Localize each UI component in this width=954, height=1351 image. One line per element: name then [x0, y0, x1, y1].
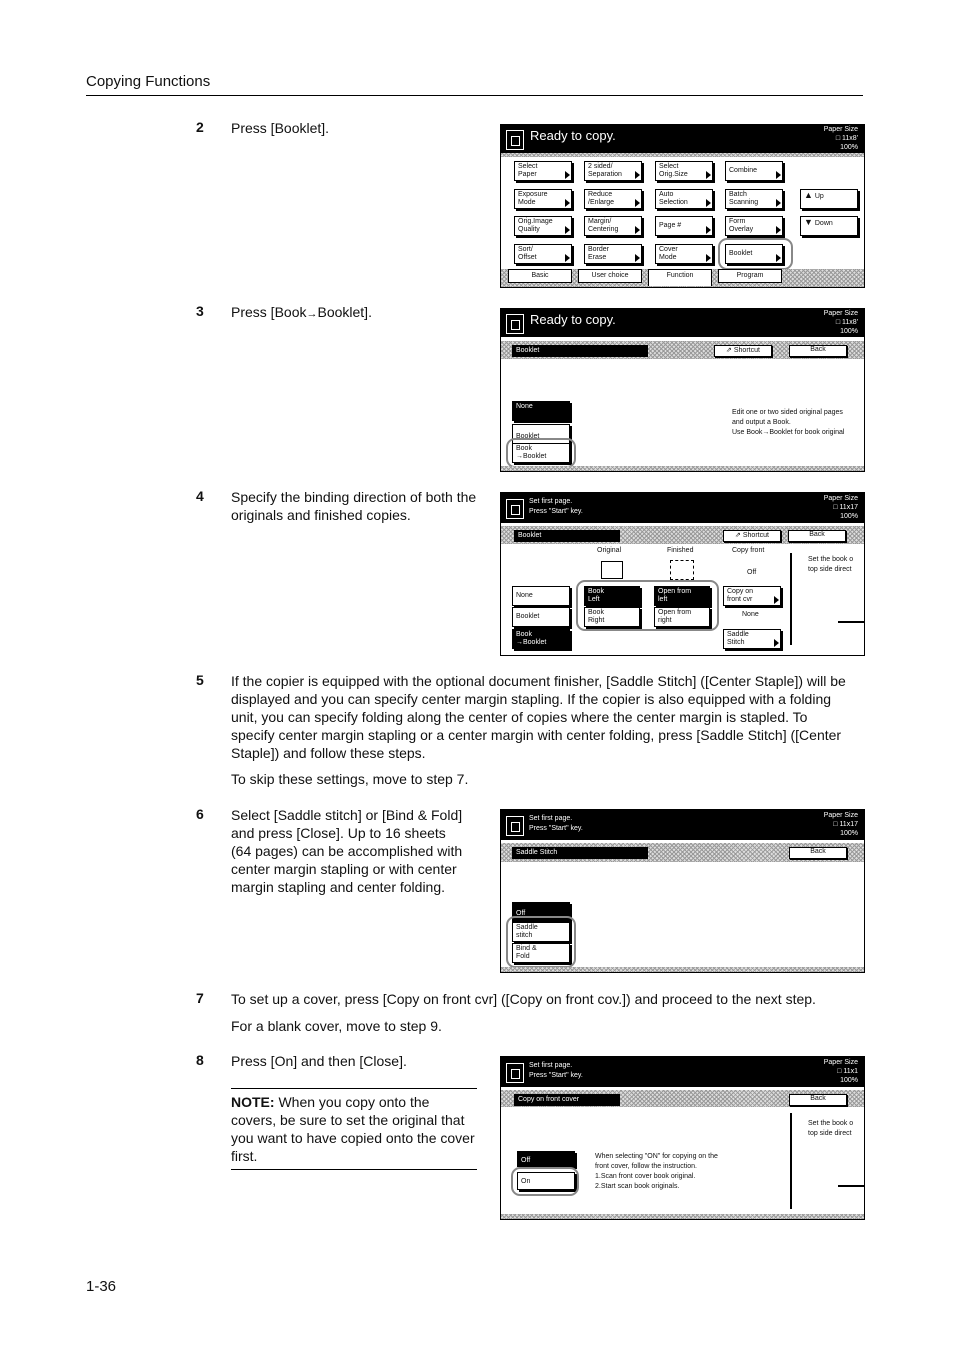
screen-bar-title: Booklet [512, 345, 648, 357]
step-number: 8 [196, 1052, 204, 1068]
back-button[interactable]: Back [789, 345, 847, 357]
cover-instruction: When selecting "ON" for copying on the front cover, follow the instruction. 1.Scan front cover book original. 2.Start scan book originals. [595, 1153, 718, 1190]
off-button[interactable]: Off [517, 1151, 575, 1167]
zoom-value: 100% [840, 1077, 858, 1084]
step-number: 6 [196, 806, 204, 822]
status-title: Ready to copy. [530, 128, 616, 143]
function-button[interactable]: Exposure Mode [514, 189, 572, 209]
original-icon [601, 561, 623, 579]
back-button[interactable]: Back [789, 1094, 847, 1106]
function-button[interactable]: Orig.Image Quality [514, 216, 572, 236]
column-original: Original [597, 547, 622, 554]
function-button[interactable]: Sort/ Offset [514, 244, 572, 264]
document-icon [506, 314, 524, 334]
function-button[interactable]: Select Paper [514, 161, 572, 181]
function-button[interactable]: 2 sided/ Separation [584, 161, 642, 181]
paper-size-label: Paper Size [823, 495, 858, 502]
status-message: Set first page. Press "Start" key. [529, 1062, 583, 1079]
instruction-text: Set the book o top side direct [808, 1120, 854, 1137]
highlight-ring [718, 238, 793, 270]
tab-function[interactable]: Function [648, 269, 712, 286]
function-button[interactable]: Border Erase [584, 244, 642, 264]
function-button[interactable]: Form Overlay [725, 216, 783, 236]
screen-saddle-stitch [500, 809, 865, 973]
function-button[interactable]: Combine [725, 161, 783, 181]
step-number: 7 [196, 990, 204, 1006]
zoom-value: 100% [840, 328, 858, 335]
copy-on-front-value: None [742, 611, 759, 618]
back-button[interactable]: Back [789, 847, 847, 859]
note-bottom-rule [231, 1169, 477, 1170]
tab-program[interactable]: Program [718, 269, 782, 283]
step-text: Press [On] and then [Close]. [231, 1053, 407, 1069]
step-subtext: For a blank cover, move to step 9. [231, 1018, 442, 1034]
booklet-button[interactable]: Booklet [512, 424, 570, 444]
on-button[interactable]: On [517, 1172, 575, 1190]
document-icon [506, 1063, 524, 1083]
function-button[interactable]: Cover Mode [655, 244, 713, 264]
paper-size-value: □ 11x8' [835, 319, 858, 326]
screen-binding [500, 492, 865, 656]
highlight-ring [506, 916, 576, 968]
status-title: Ready to copy. [530, 312, 616, 327]
function-button[interactable]: Batch Scanning [725, 189, 783, 209]
step-number: 2 [196, 119, 204, 135]
page-number: 1-36 [86, 1278, 117, 1295]
open-from-right-button[interactable]: Open from right [654, 607, 710, 627]
function-button[interactable]: Reduce /Enlarge [584, 189, 642, 209]
copy-front-value: Off [747, 569, 757, 576]
status-message: Set first page. Press "Start" key. [529, 498, 583, 515]
step-number: 3 [196, 303, 204, 319]
step-text: Specify the binding direction of both the originals and finished copies. [231, 489, 477, 523]
step-text: Select [Saddle stitch] or [Bind & Fold] and press [Close]. Up to 16 sheets (64 pages) can be accomplished with center margin stapling or with center margin stapling and center folding. [231, 807, 463, 895]
off-button[interactable]: Off [512, 902, 570, 922]
note-box: NOTE: When you copy onto the covers, be sure to set the original that you want to have copied onto the cover first. [231, 1094, 475, 1164]
highlight-ring [511, 1167, 579, 1196]
saddle-stitch-button[interactable]: Saddle Stitch [723, 629, 781, 649]
section-title: Copying Functions [86, 73, 211, 90]
screen-booklet [500, 308, 865, 472]
paper-size-value: □ 11x8' [835, 135, 858, 142]
shortcut-button[interactable]: ⇗ Shortcut [714, 345, 772, 357]
step-text: Press [Book→Booklet]. [231, 304, 372, 320]
book-booklet-button[interactable]: Book →Booklet [512, 443, 570, 463]
highlight-ring [506, 438, 576, 468]
booklet-button[interactable]: Booklet [512, 607, 570, 627]
status-message: Set first page. Press "Start" key. [529, 815, 583, 832]
step-number: 4 [196, 488, 204, 504]
step-text: If the copier is equipped with the optional document finisher, [Saddle Stitch] ([Center Staple]) will be displayed and you can specify center margin stapling. If the copier is also equipped with a folding unit, you can specify folding along the center of copies where the center margin is stapled. To specify center margin stapling or a center margin with center folding, press [Saddle Stitch] ([Center Staple]) and follow these steps. [231, 673, 846, 761]
paper-size-value: □ 11x17 [833, 821, 858, 828]
screen-bar-title: Copy on front cover [514, 1094, 620, 1106]
step-subtext: To skip these settings, move to step 7. [231, 771, 469, 787]
paper-size-label: Paper Size [823, 1059, 858, 1066]
back-button[interactable]: Back [788, 530, 846, 542]
screen-basic [500, 124, 865, 288]
column-copy-front: Copy front [732, 547, 765, 554]
paper-size-label: Paper Size [823, 310, 858, 317]
note-top-rule [231, 1088, 477, 1089]
copy-on-front-button[interactable]: Copy on front cvr [723, 586, 781, 606]
zoom-value: 100% [840, 830, 858, 837]
instruction-text: Set the book o top side direct [808, 556, 854, 573]
tab-basic[interactable]: Basic [508, 269, 572, 283]
paper-size-value: □ 11x1 [837, 1068, 858, 1075]
down-button[interactable]: ▼ Down [800, 216, 858, 236]
function-button[interactable]: Margin/ Centering [584, 216, 642, 236]
step-text: To set up a cover, press [Copy on front cvr] ([Copy on front cov.]) and proceed to the next step. [231, 991, 816, 1007]
document-icon [506, 130, 524, 150]
zoom-value: 100% [840, 513, 858, 520]
step-text: Press [Booklet]. [231, 120, 330, 136]
screen-bar-title: Booklet [514, 530, 620, 542]
bind-fold-option[interactable]: Bind & Fold [512, 943, 570, 963]
function-button[interactable]: Select Orig.Size [655, 161, 713, 181]
shortcut-button[interactable]: ⇗ Shortcut [723, 530, 781, 542]
tab-user-choice[interactable]: User choice [578, 269, 642, 283]
zoom-value: 100% [840, 144, 858, 151]
booklet-description: Edit one or two sided original pages and output a Book. Use Book→Booklet for book original [732, 409, 845, 436]
open-from-left-button[interactable]: Open from left [654, 586, 710, 606]
column-finished: Finished [667, 547, 694, 554]
none-button[interactable]: None [512, 401, 570, 421]
header-rule [86, 95, 863, 96]
paper-size-value: □ 11x17 [833, 504, 858, 511]
book-hand-icon [838, 1157, 864, 1187]
paper-size-label: Paper Size [823, 812, 858, 819]
finished-icon [670, 560, 694, 580]
function-button[interactable]: Booklet [725, 244, 783, 264]
none-button[interactable]: None [512, 586, 570, 606]
step-number: 5 [196, 672, 204, 688]
up-button[interactable]: ▲ Up [800, 189, 858, 209]
document-icon [506, 816, 524, 836]
book-right-button[interactable]: Book Right [584, 607, 640, 627]
book-booklet-button[interactable]: Book →Booklet [512, 629, 570, 649]
highlight-ring [576, 580, 719, 631]
document-icon [506, 499, 524, 519]
paper-size-label: Paper Size [823, 126, 858, 133]
function-button[interactable]: Page # [655, 216, 713, 236]
book-hand-icon [838, 593, 864, 623]
saddle-stitch-option[interactable]: Saddle stitch [512, 922, 570, 942]
screen-bar-title: Saddle Stitch [512, 847, 648, 859]
book-left-button[interactable]: Book Left [584, 586, 640, 606]
screen-copy-on-front-cover [500, 1056, 865, 1220]
function-button[interactable]: Auto Selection [655, 189, 713, 209]
